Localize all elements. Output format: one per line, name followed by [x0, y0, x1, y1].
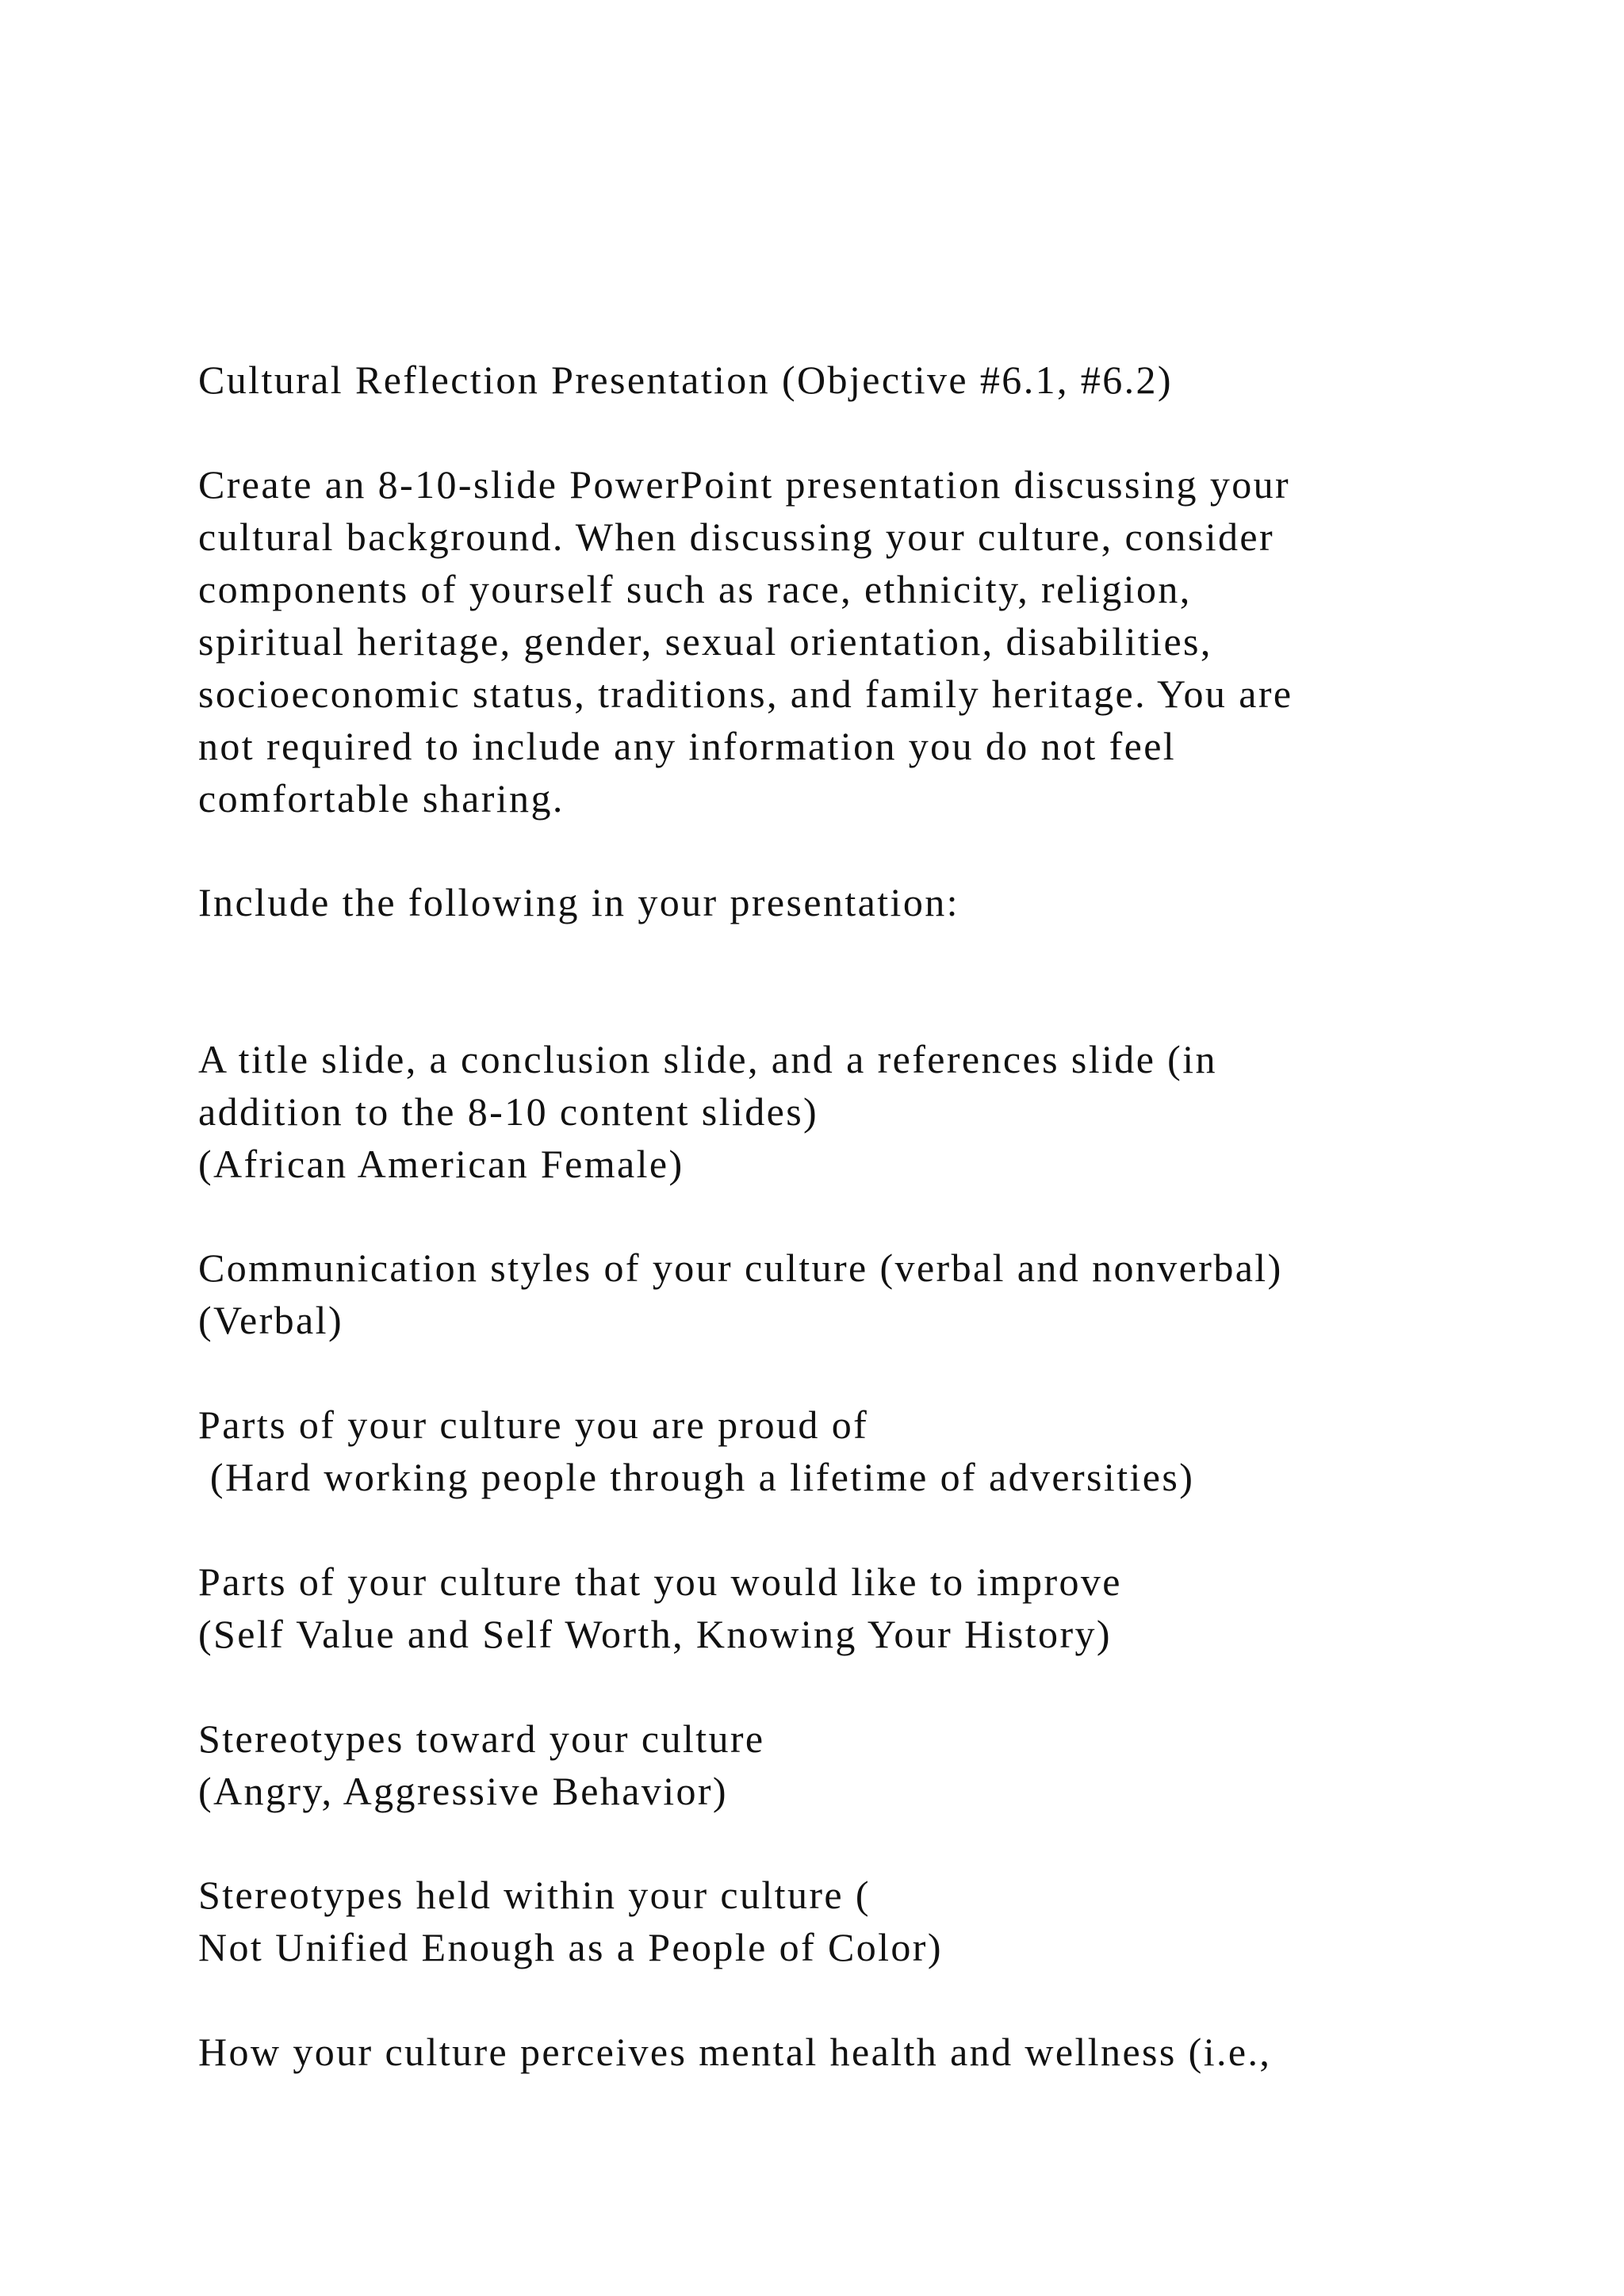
intro-line: comfortable sharing.: [198, 775, 565, 821]
requirement-answer: (African American Female): [198, 1141, 684, 1186]
requirement-line: Stereotypes toward your culture: [198, 1716, 765, 1761]
spacer: [198, 1190, 1546, 1242]
requirement-answer: (Hard working people through a lifetime of adversities): [198, 1455, 1195, 1500]
intro-line: socioeconomic status, traditions, and family heritage. You are: [198, 671, 1293, 716]
spacer: [198, 1660, 1546, 1712]
requirement-answer: (Angry, Aggressive Behavior): [198, 1768, 728, 1813]
requirement-answer: Not Unified Enough as a People of Color): [198, 1925, 943, 1970]
requirement-line: Parts of your culture that you would like to improve: [198, 1559, 1122, 1604]
include-heading: Include the following in your presentation:: [198, 880, 959, 925]
requirement-line: How your culture perceives mental health and wellness (i.e.,: [198, 2029, 1272, 2074]
spacer: [198, 1346, 1546, 1399]
requirement-line: Stereotypes held within your culture (: [198, 1873, 871, 1918]
requirement-item: [198, 1242, 1546, 1346]
requirement-item: [198, 1033, 1546, 1190]
requirement-answer: (Self Value and Self Worth, Knowing Your History): [198, 1611, 1112, 1656]
requirement-item: [198, 1869, 1546, 1973]
requirement-item: [198, 2026, 1546, 2078]
spacer: [198, 825, 1546, 877]
document-body: [198, 354, 1546, 2078]
requirement-item: [198, 1712, 1546, 1817]
requirement-answer: (Verbal): [198, 1298, 343, 1343]
intro-line: components of yourself such as race, ethnicity, religion,: [198, 566, 1192, 611]
spacer: [198, 1817, 1546, 1869]
requirement-line: Communication styles of your culture (verbal and nonverbal): [198, 1246, 1283, 1291]
requirement-line: addition to the 8-10 content slides): [198, 1089, 819, 1134]
requirement-item: [198, 1556, 1546, 1660]
spacer: [198, 406, 1546, 458]
document-title: Cultural Reflection Presentation (Objective #6.1, #6.2): [198, 358, 1173, 402]
spacer: [198, 1503, 1546, 1556]
intro-line: spiritual heritage, gender, sexual orientation, disabilities,: [198, 618, 1212, 664]
intro-line: not required to include any information you do not feel: [198, 723, 1177, 768]
requirement-line: Parts of your culture you are proud of: [198, 1402, 869, 1448]
spacer: [198, 1973, 1546, 2026]
intro-paragraph: [198, 458, 1546, 825]
spacer: [198, 928, 1546, 1032]
intro-line: Create an 8-10-slide PowerPoint presentation discussing your: [198, 461, 1291, 507]
requirement-item: [198, 1399, 1546, 1503]
intro-line: cultural background. When discussing your culture, consider: [198, 514, 1275, 559]
requirement-line: A title slide, a conclusion slide, and a references slide (in: [198, 1036, 1217, 1081]
